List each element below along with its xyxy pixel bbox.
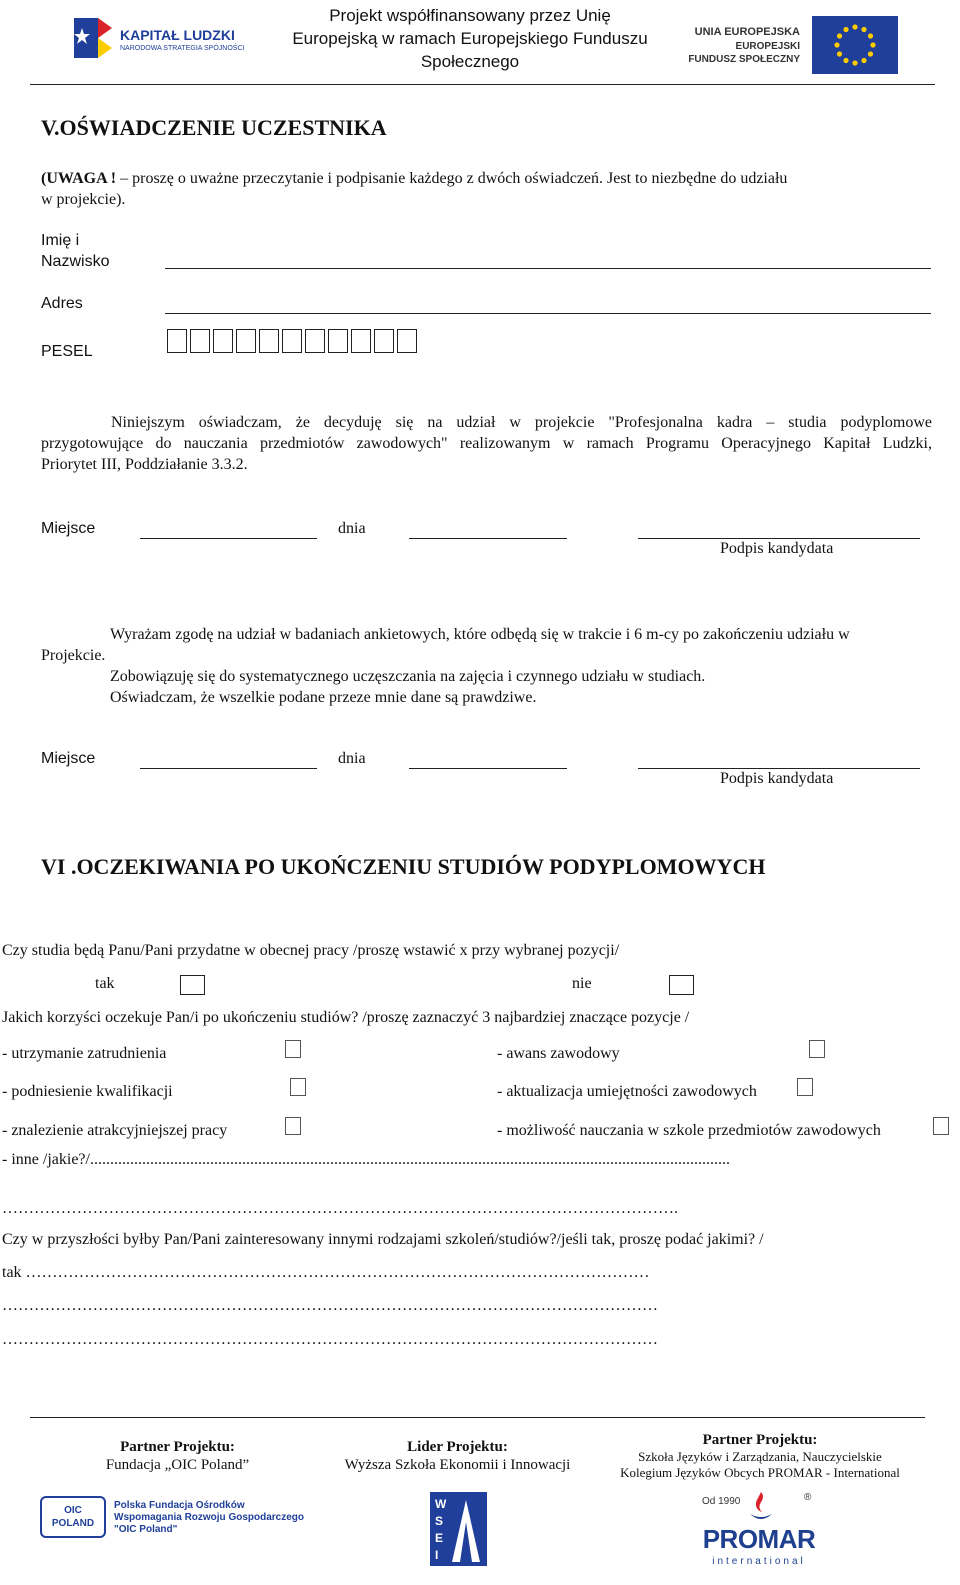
benefit-option-right: - możliwość nauczania w szkole przedmiotów zawodowych: [497, 1122, 881, 1139]
pesel-digit-box[interactable]: [351, 329, 371, 353]
benefit-option-right: - aktualizacja umiejętności zawodowych: [497, 1083, 757, 1100]
partner-1: [80, 1438, 275, 1474]
statement-2: [41, 624, 936, 708]
eu-logo-line-2: EUROPEJSKI: [735, 41, 800, 52]
future-training-line-3[interactable]: ……………………………………………………………………………………………………………: [2, 1331, 658, 1348]
statement-2-line-2: Projekcie.: [41, 647, 106, 664]
answer-yes-label: tak: [95, 975, 115, 992]
benefit-checkbox[interactable]: [933, 1117, 949, 1135]
statement-2-line-4: Oświadczam, że wszelkie podane przeze mnie dane są prawdziwe.: [110, 689, 537, 706]
future-training-line-2[interactable]: ……………………………………………………………………………………………………………: [2, 1297, 658, 1314]
benefit-option-right: - awans zawodowy: [497, 1045, 620, 1062]
project-leader: [330, 1438, 585, 1474]
partner-1-name: Fundacja „OIC Poland”: [105, 1457, 250, 1473]
promar-logo: [700, 1490, 820, 1570]
eu-logo: [688, 14, 898, 78]
pesel-digit-box[interactable]: [213, 329, 233, 353]
benefit-option-left: - znalezienie atrakcyjniejszej pracy: [2, 1122, 228, 1139]
pesel-digit-box[interactable]: [282, 329, 302, 353]
address-field[interactable]: [165, 313, 931, 314]
future-training-line[interactable]: tak ………………………………………………………………………………………………………: [2, 1264, 650, 1281]
promar-name: PROMAR: [702, 1524, 816, 1554]
kapital-ludzki-logo: [68, 14, 258, 64]
promar-registered-icon: ®: [804, 1492, 812, 1503]
pesel-digit-box[interactable]: [236, 329, 256, 353]
question-3: Czy w przyszłości byłby Pan/Pani zainteresowany innymi rodzajami szkoleń/studiów?/jeśli tak, proszę podać jakimi? /: [2, 1231, 764, 1248]
signature-field[interactable]: [638, 768, 920, 769]
benefit-checkbox[interactable]: [285, 1117, 301, 1135]
pesel-digit-box[interactable]: [328, 329, 348, 353]
answer-no-label: nie: [572, 975, 592, 992]
place-field[interactable]: [140, 538, 317, 539]
eu-flag-icon: [812, 16, 898, 74]
pesel-digit-box[interactable]: [374, 329, 394, 353]
name-label-line-2: Nazwisko: [41, 253, 110, 270]
leader-name: Wyższa Szkoła Ekonomii i Innowacji: [344, 1457, 571, 1473]
section-6-title: VI .OCZEKIWANIA PO UKOŃCZENIU STUDIÓW PODYPLOMOWYCH: [41, 854, 766, 879]
cofinancing-line-2: Europejską w ramach Europejskiego Funduszu: [292, 29, 648, 48]
place-field[interactable]: [140, 768, 317, 769]
wsei-logo: [430, 1492, 487, 1566]
name-label: [41, 230, 109, 272]
oic-text-line-1: Polska Fundacja Ośrodków: [114, 1500, 245, 1511]
statement-2-line-1: Wyrażam zgodę na udział w badaniach ankietowych, które odbędą się w trakcie i 6 m-cy po zakończeniu udziału w: [110, 626, 850, 643]
other-benefit-continuation[interactable]: ……………………………………………………………………………………………………………….: [2, 1200, 678, 1217]
partner-2: [600, 1431, 920, 1481]
place-label: Miejsce: [41, 520, 96, 537]
partner-2-name-line-1: Szkoła Języków i Zarządzania, Nauczycielskie: [638, 1449, 882, 1464]
eu-logo-line-1: UNIA EUROPEJSKA: [694, 26, 800, 38]
leader-title: Lider Projektu:: [407, 1439, 508, 1455]
name-label-line-1: Imię i: [41, 232, 80, 249]
pesel-label: PESEL: [41, 343, 93, 360]
benefit-checkbox[interactable]: [809, 1040, 825, 1058]
date-field[interactable]: [409, 538, 567, 539]
statement-1-line-1: Niniejszym oświadczam, że decyduję się na udział w projekcie "Profesjonalna kadra – studia podyplomowe: [111, 414, 932, 431]
signature-label: Podpis kandydata: [720, 540, 834, 557]
benefit-option-left: - utrzymanie zatrudnienia: [2, 1045, 167, 1062]
partner-1-title: Partner Projektu:: [120, 1439, 235, 1455]
date-field[interactable]: [409, 768, 567, 769]
kapital-ludzki-title: KAPITAŁ LUDZKI: [120, 27, 235, 43]
name-field[interactable]: [165, 268, 931, 269]
oic-badge: [40, 1496, 106, 1538]
kapital-ludzki-emblem-icon: [68, 14, 116, 62]
pesel-digit-box[interactable]: [305, 329, 325, 353]
oic-text-line-2: Wspomagania Rozwoju Gospodarczego: [114, 1512, 305, 1523]
pesel-digit-box[interactable]: [259, 329, 279, 353]
note-text-line-2: w projekcie).: [41, 191, 126, 208]
note-text: – proszę o uważne przeczytanie i podpisanie każdego z dwóch oświadczeń. Jest to niezbędne do udziału: [116, 170, 788, 187]
signature-label: Podpis kandydata: [720, 770, 834, 787]
benefit-checkbox[interactable]: [285, 1040, 301, 1058]
question-1: Czy studia będą Panu/Pani przydatne w obecnej pracy /proszę wstawić x przy wybranej pozycji/: [2, 942, 620, 959]
eu-logo-line-3: FUNDUSZ SPOŁECZNY: [688, 54, 800, 65]
header-divider: [30, 84, 935, 85]
section-5-note: [41, 168, 881, 210]
statement-2-line-3: Zobowiązuję się do systematycznego uczęszczania na zajęcia i czynnego udziału w studiach.: [110, 668, 706, 685]
oic-text: [114, 1500, 304, 1536]
oic-poland-logo: [40, 1492, 320, 1542]
footer-divider: [30, 1417, 925, 1418]
partner-2-title: Partner Projektu:: [702, 1432, 818, 1448]
benefit-checkbox[interactable]: [797, 1078, 813, 1096]
statement-1: [41, 412, 932, 475]
benefit-option-left: - podniesienie kwalifikacji: [2, 1083, 173, 1100]
note-warning: (UWAGA !: [41, 170, 117, 187]
statement-1-line-2: przygotowujące do nauczania przedmiotów zawodowych" realizowanym w ramach Programu Operacyjnego Kapitał Ludzki,: [41, 435, 932, 452]
promar-subtitle: international: [712, 1556, 806, 1567]
pesel-digit-box[interactable]: [167, 329, 187, 353]
date-label: dnia: [338, 520, 366, 537]
question-2: Jakich korzyści oczekuje Pan/i po ukończeniu studiów? /proszę zaznaczyć 3 najbardziej znaczące pozycje /: [2, 1009, 690, 1026]
statement-1-line-3: Priorytet III, Poddziałanie 3.3.2.: [41, 456, 248, 473]
section-5-title: V.OŚWIADCZENIE UCZESTNIKA: [41, 115, 387, 140]
cofinancing-line-1: Projekt współfinansowany przez Unię: [329, 6, 611, 25]
other-benefit-line[interactable]: - inne /jakie?/................................................................................................................................................................: [2, 1151, 730, 1168]
address-label: Adres: [41, 295, 83, 312]
signature-field[interactable]: [638, 538, 920, 539]
partner-2-name-line-2: Kolegium Języków Obcych PROMAR - International: [620, 1465, 900, 1480]
promar-year: Od 1990: [702, 1496, 741, 1507]
pesel-digit-box[interactable]: [190, 329, 210, 353]
oic-badge-line-1: OIC: [64, 1505, 82, 1516]
pesel-digit-box[interactable]: [397, 329, 417, 353]
kapital-ludzki-subtitle: NARODOWA STRATEGIA SPÓJNOŚCI: [120, 45, 245, 52]
cofinancing-line-3: Społecznego: [420, 52, 520, 71]
place-label: Miejsce: [41, 750, 96, 767]
benefit-checkbox[interactable]: [290, 1078, 306, 1096]
promar-flame-icon: [746, 1490, 776, 1524]
answer-no-checkbox[interactable]: [669, 975, 694, 995]
cofinancing-notice: [290, 4, 650, 73]
oic-badge-line-2: POLAND: [51, 1518, 95, 1529]
date-label: dnia: [338, 750, 366, 767]
wsei-letters: WSEI: [435, 1497, 447, 1562]
answer-yes-checkbox[interactable]: [180, 975, 205, 995]
oic-text-line-3: "OIC Poland": [114, 1524, 178, 1535]
